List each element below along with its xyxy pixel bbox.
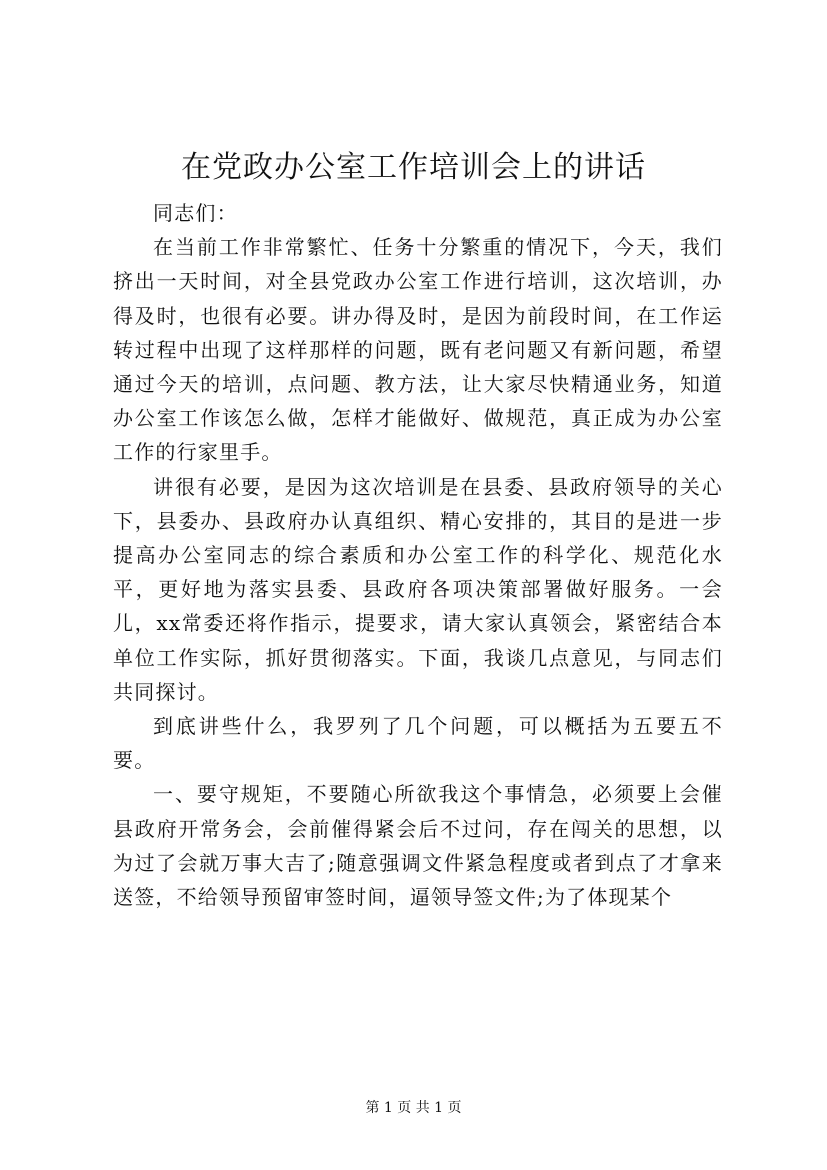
page-footer: 第 1 页 共 1 页 [365, 1100, 462, 1116]
paragraph-1: 在当前工作非常繁忙、任务十分繁重的情况下，今天，我们挤出一天时间，对全县党政办公室工作进行培训，这次培训，办得及时，也很有必要。讲办得及时，是因为前段时间，在工作运转过程中出现了这样那样的问题，既有老问题又有新问题，希望通过今天的培训，点问题、教方法，让大家尽快精通业务，知道办公室工作该怎么做，怎样才能做好、做规范，真正成为办公室工作的行家里手。 [113, 235, 723, 465]
paragraph-2: 讲很有必要，是因为这次培训是在县委、县政府领导的关心下，县委办、县政府办认真组织、精心安排的，其目的是进一步提高办公室同志的综合素质和办公室工作的科学化、规范化水平，更好地为落实县委、县政府各项决策部署做好服务。一会儿，xx常委还将作指示，提要求，请大家认真领会，紧密结合本单位工作实际，抓好贯彻落实。下面，我谈几点意见，与同志们共同探讨。 [113, 474, 723, 704]
paragraph-3: 到底讲些什么，我罗列了几个问题，可以概括为五要五不要。 [113, 714, 723, 773]
salutation: 同志们： [153, 201, 238, 225]
paragraph-4: 一、要守规矩，不要随心所欲我这个事情急，必须要上会催县政府开常务会，会前催得紧会后不过问，存在闯关的思想，以为过了会就万事大吉了;随意强调文件紧急程度或者到点了才拿来送签，不给领导预留审签时间，逼领导签文件;为了体现某个 [113, 782, 723, 910]
document-body [113, 196, 723, 914]
document-title: 在党政办公室工作培训会上的讲话 [181, 150, 646, 185]
